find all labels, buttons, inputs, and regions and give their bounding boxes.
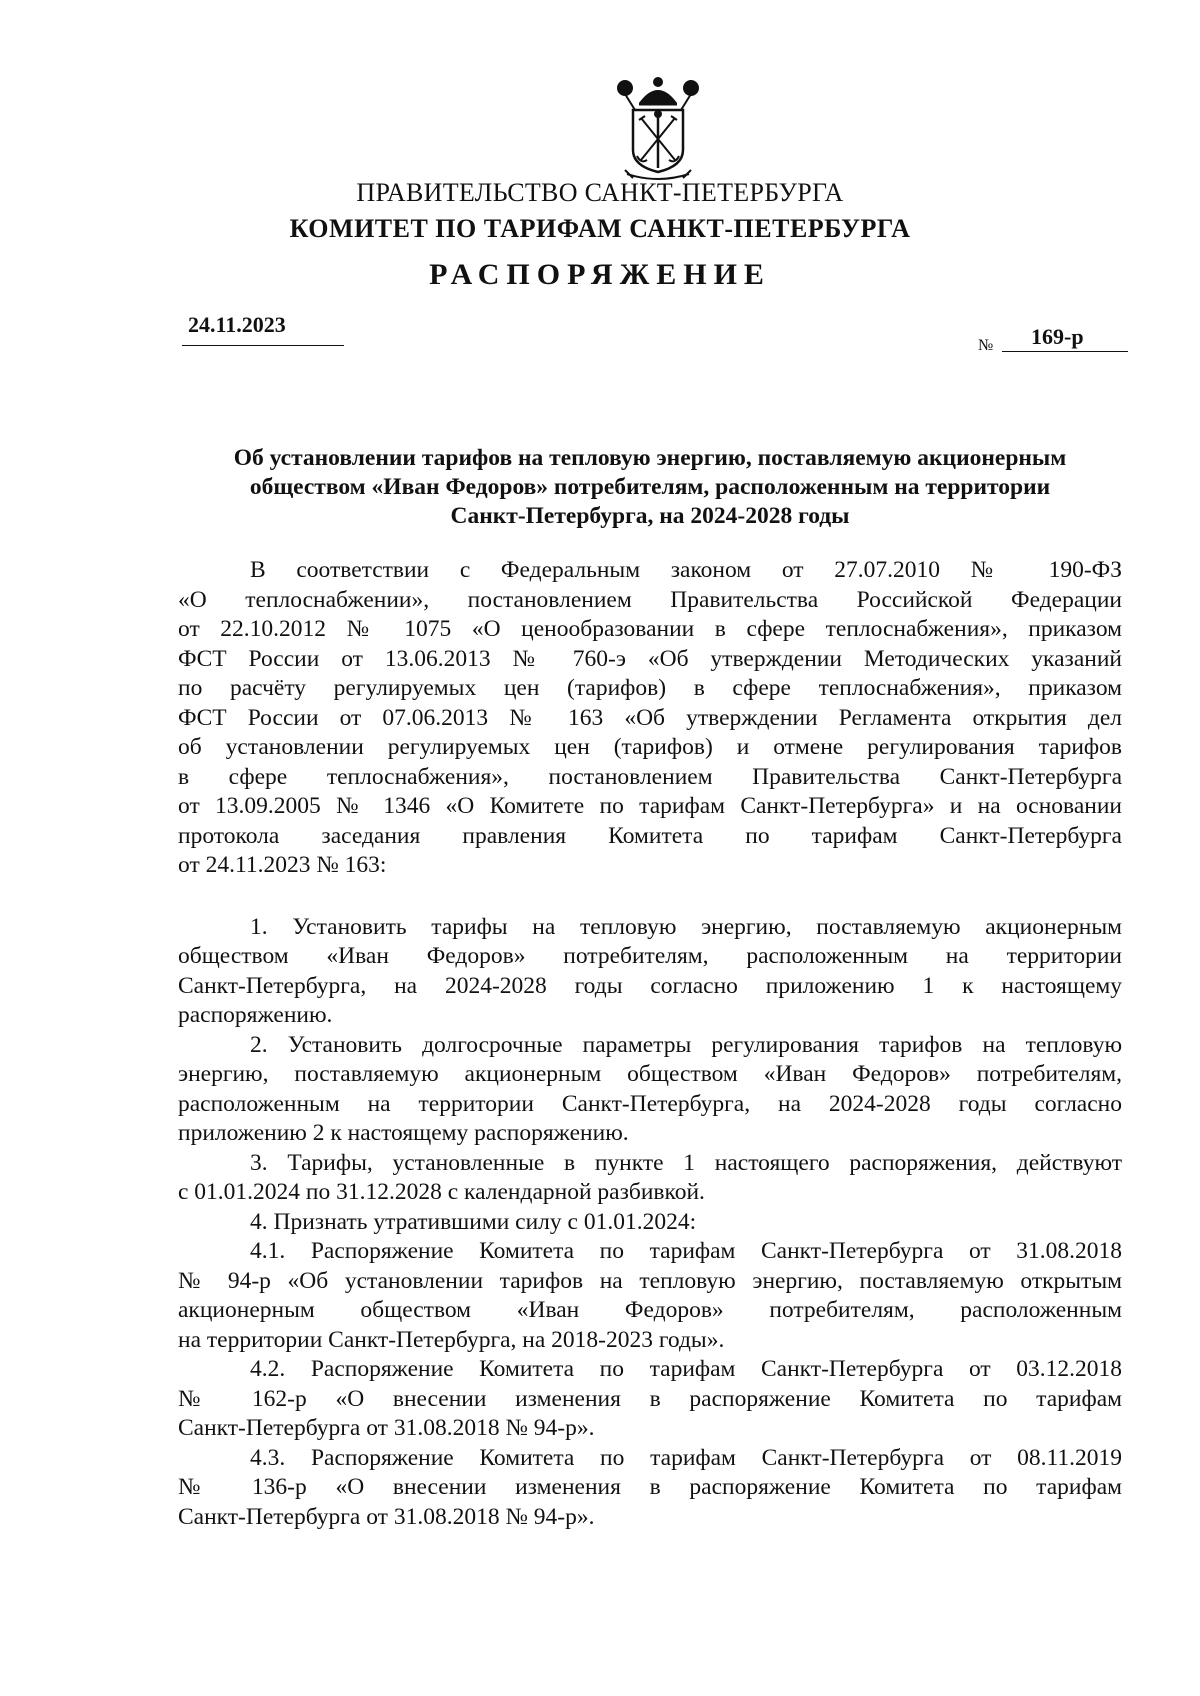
document-type-heading: РАСПОРЯЖЕНИЕ [429, 258, 771, 291]
document-date: 24.11.2023 [188, 312, 286, 337]
clause-4-2 [178, 1355, 1122, 1444]
clause-2 [178, 1031, 1122, 1149]
text-line: 4.2. Распоряжение Комитета по тарифам Санкт-Петербурга от 03.12.2018 [250, 1356, 1122, 1382]
text-line: В соответствии с Федеральным законом от 27.07.2010 № 190-ФЗ [250, 557, 1122, 583]
text-line: от 22.10.2012 № 1075 «О ценообразовании в сфере теплоснабжения», приказом [178, 616, 1122, 642]
clause-4-1 [178, 1237, 1122, 1355]
text-line: в сфере теплоснабжения», постановлением Правительства Санкт-Петербурга [178, 763, 1122, 790]
text-line: № 162-р «О внесении изменения в распоряжение Комитета по тарифам [178, 1385, 1122, 1412]
title-line: Санкт-Петербурга, на 2024-2028 годы [450, 503, 850, 529]
text-line: № 136-р «О внесении изменения в распоряжение Комитета по тарифам [178, 1474, 1122, 1500]
text-line: 1. Установить тарифы на тепловую энергию, поставляемую акционерным [250, 913, 1122, 940]
text-line: 4.1. Распоряжение Комитета по тарифам Санкт-Петербурга от 31.08.2018 [250, 1238, 1122, 1264]
text-line: «О теплоснабжении», постановлением Правительства Российской Федерации [178, 586, 1122, 613]
government-heading: ПРАВИТЕЛЬСТВО САНКТ-ПЕТЕРБУРГА [356, 178, 844, 207]
text-line: Санкт-Петербурга, на 2024-2028 годы согласно приложению 1 к настоящему [178, 972, 1122, 999]
date-underline [182, 345, 344, 346]
text-line: на территории Санкт-Петербурга, на 2018-2023 годы». [178, 1326, 725, 1353]
text-line: 2. Установить долгосрочные параметры регулирования тарифов на тепловую [250, 1031, 1122, 1058]
committee-heading: КОМИТЕТ ПО ТАРИФАМ САНКТ-ПЕТЕРБУРГА [289, 214, 911, 243]
title-line: обществом «Иван Федоров» потребителям, расположенным на территории [249, 474, 1051, 500]
text-line: обществом «Иван Федоров» потребителям, расположенным на территории [178, 943, 1122, 969]
preamble-paragraph [178, 556, 1122, 881]
text-line: Санкт-Петербурга от 31.08.2018 № 94-р». [178, 1503, 595, 1530]
text-line: 4.3. Распоряжение Комитета по тарифам Санкт-Петербурга от 08.11.2019 [250, 1444, 1122, 1471]
number-underline [1002, 351, 1128, 352]
text-line: с 01.01.2024 по 31.12.2028 с календарной разбивкой. [178, 1179, 705, 1205]
document-body [178, 556, 1122, 1532]
text-line: ФСТ России от 13.06.2013 № 760-э «Об утверждении Методических указаний [178, 645, 1122, 672]
document-number: 169-р [1031, 324, 1084, 349]
text-line: 4. Признать утратившими силу с 01.01.2024: [250, 1208, 697, 1235]
text-line: акционерным обществом «Иван Федоров» потребителям, расположенным [178, 1297, 1122, 1323]
text-line: от 13.09.2005 № 1346 «О Комитете по тарифам Санкт-Петербурга» и на основании [178, 793, 1122, 819]
text-line: расположенным на территории Санкт-Петербурга, на 2024-2028 годы согласно [178, 1090, 1122, 1117]
number-sign: № [978, 337, 994, 354]
text-line: протокола заседания правления Комитета по тарифам Санкт-Петербурга [178, 822, 1122, 849]
text-line: от 24.11.2023 № 163: [178, 852, 387, 878]
document-title [170, 444, 1130, 531]
text-line: распоряжению. [178, 1002, 333, 1028]
title-line: Об установлении тарифов на тепловую энергию, поставляемую акционерным [233, 445, 1067, 471]
text-line: энергию, поставляемую акционерным обществом «Иван Федоров» потребителям, [178, 1061, 1122, 1087]
text-line: по расчёту регулируемых цен (тарифов) в сфере теплоснабжения», приказом [178, 675, 1122, 701]
text-line: Санкт-Петербурга от 31.08.2018 № 94-р». [178, 1415, 595, 1441]
clause-3 [178, 1149, 1122, 1208]
text-line: об установлении регулируемых цен (тарифов) и отмене регулирования тарифов [178, 734, 1122, 760]
clause-4-3 [178, 1444, 1122, 1533]
coat-of-arms-icon [611, 74, 705, 184]
text-line: 3. Тарифы, установленные в пункте 1 настоящего распоряжения, действуют [250, 1149, 1122, 1176]
text-line: приложению 2 к настоящему распоряжению. [178, 1120, 629, 1146]
clause-1 [178, 913, 1122, 1031]
text-line: ФСТ России от 07.06.2013 № 163 «Об утверждении Регламента открытия дел [178, 704, 1122, 731]
clause-4 [178, 1208, 1122, 1238]
text-line: № 94-р «Об установлении тарифов на тепловую энергию, поставляемую открытым [178, 1267, 1122, 1294]
